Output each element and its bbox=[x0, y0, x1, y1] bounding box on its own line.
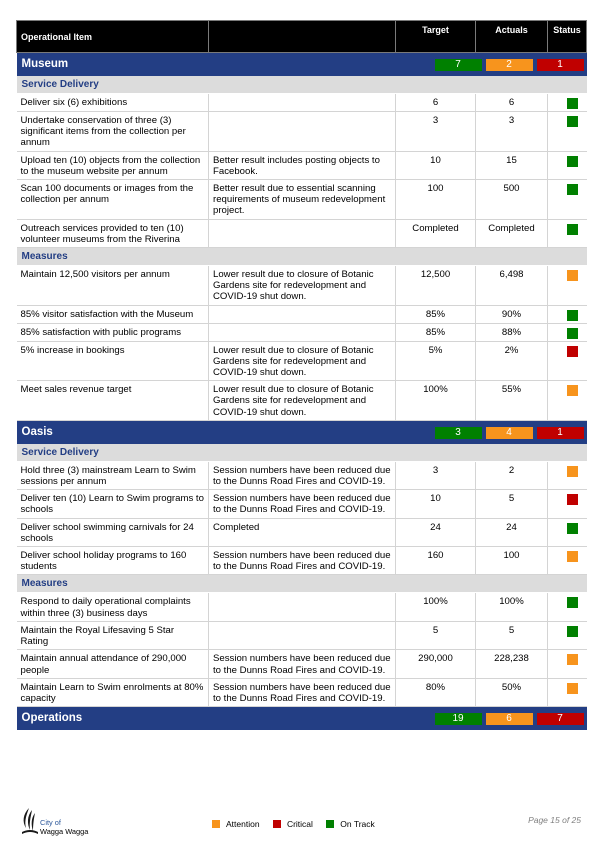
item-cell: Deliver school holiday programs to 160 students bbox=[17, 547, 209, 575]
actual-cell: 2% bbox=[476, 341, 548, 381]
table-row bbox=[17, 305, 587, 323]
status-cell bbox=[548, 305, 587, 323]
status-cell bbox=[548, 323, 587, 341]
actual-cell: 100% bbox=[476, 593, 548, 621]
comment-cell: Session numbers have been reduced due to the Dunns Road Fires and COVID-19. bbox=[209, 490, 396, 518]
target-cell: 12,500 bbox=[396, 266, 476, 306]
table-row bbox=[17, 266, 587, 306]
target-cell: 290,000 bbox=[396, 650, 476, 678]
target-cell: 100% bbox=[396, 381, 476, 421]
section-cell bbox=[17, 420, 587, 444]
critical-count: 1 bbox=[537, 427, 584, 439]
table-row bbox=[17, 381, 587, 421]
status-attention-icon bbox=[567, 270, 578, 281]
section-title: Oasis bbox=[21, 425, 53, 438]
attention-swatch-icon bbox=[212, 820, 220, 828]
status-critical-icon bbox=[567, 494, 578, 505]
section-band bbox=[17, 420, 587, 444]
actual-cell: 6 bbox=[476, 94, 548, 112]
status-attention-icon bbox=[567, 466, 578, 477]
actual-cell: 100 bbox=[476, 547, 548, 575]
item-cell: Upload ten (10) objects from the collection to the museum website per annum bbox=[17, 151, 209, 179]
section-title: Museum bbox=[21, 58, 69, 70]
header-actuals: Actuals bbox=[476, 21, 548, 53]
actual-cell: 228,238 bbox=[476, 650, 548, 678]
item-cell: Hold three (3) mainstream Learn to Swim sessions per annum bbox=[17, 461, 209, 489]
status-cell bbox=[548, 547, 587, 575]
status-attention-icon bbox=[567, 683, 578, 694]
item-cell: Deliver school swimming carnivals for 24 schools bbox=[17, 518, 209, 546]
logo-emblem-icon bbox=[20, 806, 40, 838]
critical-count: 1 bbox=[537, 59, 584, 71]
actual-cell: 500 bbox=[476, 180, 548, 220]
item-cell: 85% satisfaction with public programs bbox=[17, 323, 209, 341]
status-on-track-icon bbox=[567, 328, 578, 339]
status-attention-icon bbox=[567, 654, 578, 665]
comment-cell bbox=[209, 219, 396, 247]
comment-cell bbox=[209, 593, 396, 621]
table-row bbox=[17, 547, 587, 575]
on-track-count: 3 bbox=[435, 427, 482, 439]
logo-line2: Wagga Wagga bbox=[40, 827, 89, 836]
attention-count: 6 bbox=[486, 713, 533, 725]
status-cell bbox=[548, 151, 587, 179]
target-cell: 85% bbox=[396, 305, 476, 323]
on-track-count: 7 bbox=[435, 59, 482, 71]
critical-count: 7 bbox=[537, 713, 584, 725]
group-title: Service Delivery bbox=[17, 444, 587, 462]
actual-cell: 24 bbox=[476, 518, 548, 546]
comment-cell: Lower result due to closure of Botanic Gardens site for redevelopment and COVID-19 shut down. bbox=[209, 341, 396, 381]
attention-count: 4 bbox=[486, 427, 533, 439]
actual-cell: 90% bbox=[476, 305, 548, 323]
comment-cell: Better result due to essential scanning requirements of museum redevelopment project. bbox=[209, 180, 396, 220]
actual-cell: Completed bbox=[476, 219, 548, 247]
actual-cell: 15 bbox=[476, 151, 548, 179]
comment-cell: Lower result due to closure of Botanic Gardens site for redevelopment and COVID-19 shut down. bbox=[209, 381, 396, 421]
table-row bbox=[17, 593, 587, 621]
actual-cell: 55% bbox=[476, 381, 548, 421]
status-on-track-icon bbox=[567, 523, 578, 534]
table-row bbox=[17, 461, 587, 489]
item-cell: Outreach services provided to ten (10) volunteer museums from the Riverina bbox=[17, 219, 209, 247]
target-cell: Completed bbox=[396, 219, 476, 247]
actual-cell: 6,498 bbox=[476, 266, 548, 306]
status-on-track-icon bbox=[567, 156, 578, 167]
on-track-count: 19 bbox=[435, 713, 482, 725]
kpi-report bbox=[16, 20, 586, 730]
status-cell bbox=[548, 341, 587, 381]
table-row bbox=[17, 323, 587, 341]
table-row bbox=[17, 678, 587, 706]
table-header bbox=[17, 21, 587, 53]
comment-cell: Session numbers have been reduced due to the Dunns Road Fires and COVID-19. bbox=[209, 461, 396, 489]
status-cell bbox=[548, 678, 587, 706]
comment-cell: Session numbers have been reduced due to the Dunns Road Fires and COVID-19. bbox=[209, 678, 396, 706]
item-cell: Deliver six (6) exhibitions bbox=[17, 94, 209, 112]
section-cell bbox=[17, 53, 587, 77]
item-cell: Undertake conservation of three (3) significant items from the collection per annum bbox=[17, 112, 209, 152]
status-cell bbox=[548, 621, 587, 649]
target-cell: 85% bbox=[396, 323, 476, 341]
item-cell: Maintain Learn to Swim enrolments at 80% capacity bbox=[17, 678, 209, 706]
group-title: Measures bbox=[17, 248, 587, 266]
city-logo bbox=[20, 806, 100, 842]
table-row bbox=[17, 518, 587, 546]
status-cell bbox=[548, 180, 587, 220]
critical-swatch-icon bbox=[273, 820, 281, 828]
group-title: Measures bbox=[17, 575, 587, 593]
comment-cell: Better result includes posting objects to Facebook. bbox=[209, 151, 396, 179]
group-title: Service Delivery bbox=[17, 76, 587, 94]
section-cell bbox=[17, 707, 587, 731]
header-item: Operational Item bbox=[17, 21, 209, 53]
status-legend bbox=[212, 819, 386, 829]
status-on-track-icon bbox=[567, 597, 578, 608]
legend-critical bbox=[273, 819, 313, 829]
status-cell bbox=[548, 518, 587, 546]
page-number: Page 15 of 25 bbox=[528, 815, 581, 825]
status-cell bbox=[548, 219, 587, 247]
status-on-track-icon bbox=[567, 98, 578, 109]
target-cell: 160 bbox=[396, 547, 476, 575]
comment-cell: Session numbers have been reduced due to the Dunns Road Fires and COVID-19. bbox=[209, 547, 396, 575]
status-cell bbox=[548, 650, 587, 678]
item-cell: Meet sales revenue target bbox=[17, 381, 209, 421]
header-status: Status bbox=[548, 21, 587, 53]
item-cell: Deliver ten (10) Learn to Swim programs to schools bbox=[17, 490, 209, 518]
target-cell: 3 bbox=[396, 112, 476, 152]
status-critical-icon bbox=[567, 346, 578, 357]
table-row bbox=[17, 650, 587, 678]
comment-cell bbox=[209, 305, 396, 323]
table-row bbox=[17, 621, 587, 649]
target-cell: 5% bbox=[396, 341, 476, 381]
table-row bbox=[17, 490, 587, 518]
target-cell: 3 bbox=[396, 461, 476, 489]
legend-attention-label: Attention bbox=[226, 819, 260, 829]
table-row bbox=[17, 219, 587, 247]
table-row bbox=[17, 112, 587, 152]
table-row bbox=[17, 151, 587, 179]
status-attention-icon bbox=[567, 385, 578, 396]
comment-cell bbox=[209, 323, 396, 341]
status-attention-icon bbox=[567, 551, 578, 562]
status-cell bbox=[548, 593, 587, 621]
header-target: Target bbox=[396, 21, 476, 53]
status-on-track-icon bbox=[567, 626, 578, 637]
target-cell: 6 bbox=[396, 94, 476, 112]
section-title: Operations bbox=[21, 712, 83, 725]
status-on-track-icon bbox=[567, 310, 578, 321]
comment-cell: Session numbers have been reduced due to the Dunns Road Fires and COVID-19. bbox=[209, 650, 396, 678]
item-cell: Maintain 12,500 visitors per annum bbox=[17, 266, 209, 306]
item-cell: Scan 100 documents or images from the collection per annum bbox=[17, 180, 209, 220]
section-band bbox=[17, 707, 587, 731]
target-cell: 24 bbox=[396, 518, 476, 546]
comment-cell: Lower result due to closure of Botanic Gardens site for redevelopment and COVID-19 shut down. bbox=[209, 266, 396, 306]
logo-line1: City of bbox=[40, 818, 61, 827]
status-cell bbox=[548, 381, 587, 421]
status-cell bbox=[548, 94, 587, 112]
table-row bbox=[17, 180, 587, 220]
target-cell: 10 bbox=[396, 490, 476, 518]
header-comment bbox=[209, 21, 396, 53]
operational-table bbox=[16, 20, 587, 730]
status-cell bbox=[548, 490, 587, 518]
legend-attention bbox=[212, 819, 260, 829]
group-header bbox=[17, 248, 587, 266]
section-band bbox=[17, 53, 587, 77]
status-on-track-icon bbox=[567, 224, 578, 235]
legend-on-track bbox=[326, 819, 374, 829]
item-cell: 85% visitor satisfaction with the Museum bbox=[17, 305, 209, 323]
status-cell bbox=[548, 461, 587, 489]
comment-cell bbox=[209, 621, 396, 649]
on-track-swatch-icon bbox=[326, 820, 334, 828]
target-cell: 100 bbox=[396, 180, 476, 220]
group-header bbox=[17, 444, 587, 462]
actual-cell: 5 bbox=[476, 490, 548, 518]
table-row bbox=[17, 94, 587, 112]
actual-cell: 5 bbox=[476, 621, 548, 649]
table-row bbox=[17, 341, 587, 381]
actual-cell: 88% bbox=[476, 323, 548, 341]
item-cell: 5% increase in bookings bbox=[17, 341, 209, 381]
item-cell: Maintain annual attendance of 290,000 people bbox=[17, 650, 209, 678]
comment-cell bbox=[209, 112, 396, 152]
status-cell bbox=[548, 112, 587, 152]
comment-cell: Completed bbox=[209, 518, 396, 546]
target-cell: 80% bbox=[396, 678, 476, 706]
group-header bbox=[17, 575, 587, 593]
actual-cell: 3 bbox=[476, 112, 548, 152]
legend-critical-label: Critical bbox=[286, 819, 313, 829]
status-on-track-icon bbox=[567, 116, 578, 127]
target-cell: 10 bbox=[396, 151, 476, 179]
page-footer bbox=[0, 800, 599, 847]
comment-cell bbox=[209, 94, 396, 112]
attention-count: 2 bbox=[486, 59, 533, 71]
legend-on-track-label: On Track bbox=[340, 819, 375, 829]
status-cell bbox=[548, 266, 587, 306]
target-cell: 5 bbox=[396, 621, 476, 649]
target-cell: 100% bbox=[396, 593, 476, 621]
status-on-track-icon bbox=[567, 184, 578, 195]
actual-cell: 50% bbox=[476, 678, 548, 706]
item-cell: Respond to daily operational complaints within three (3) business days bbox=[17, 593, 209, 621]
item-cell: Maintain the Royal Lifesaving 5 Star Rating bbox=[17, 621, 209, 649]
actual-cell: 2 bbox=[476, 461, 548, 489]
group-header bbox=[17, 76, 587, 94]
